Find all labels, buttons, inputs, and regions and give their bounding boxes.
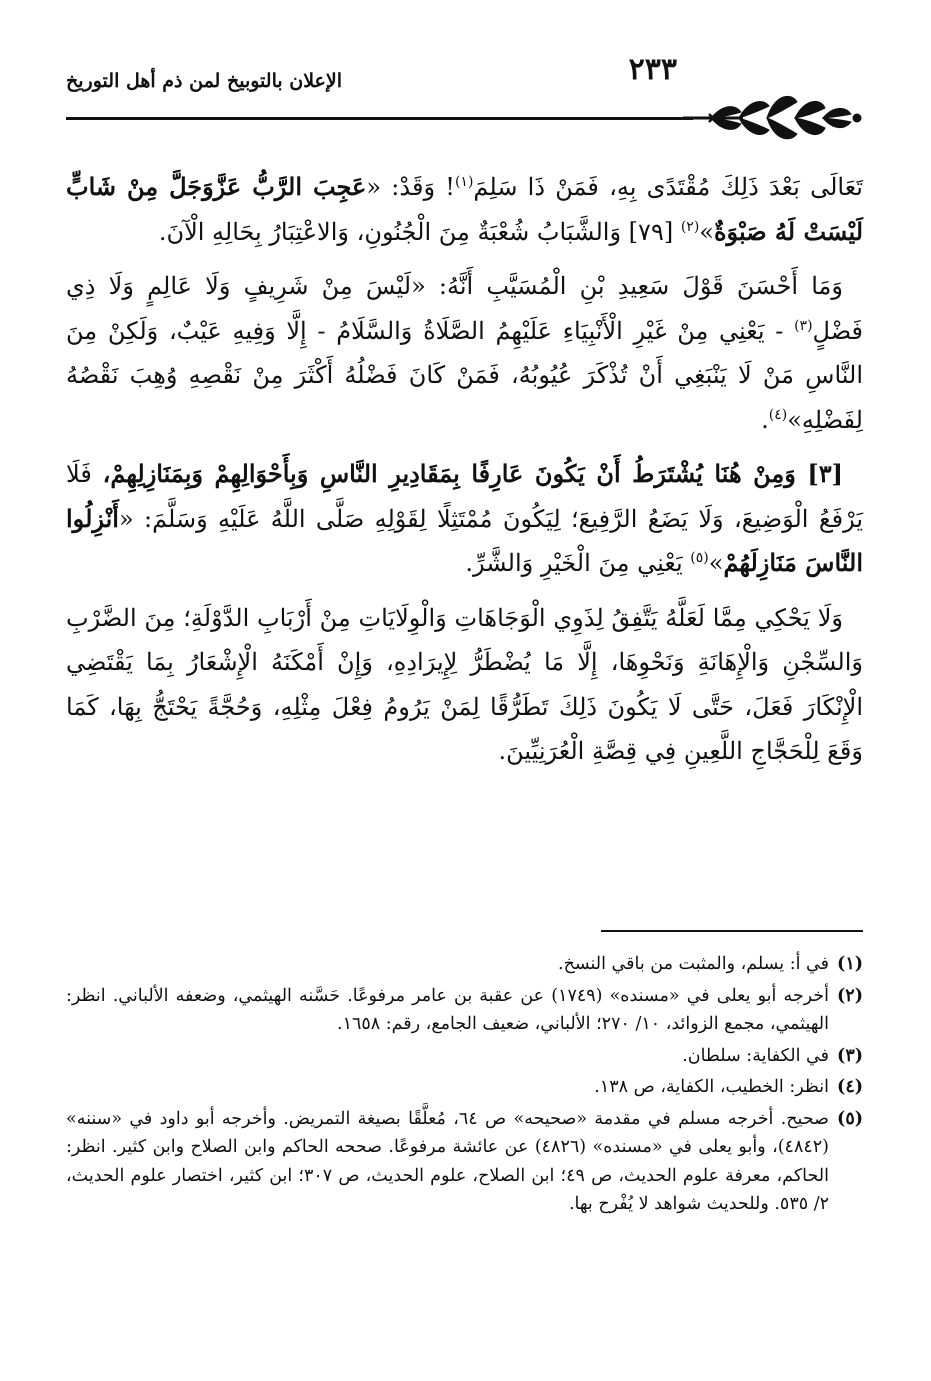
running-title: الإعلان بالتوبيخ لمن ذم أهل التوريخ [66,70,343,92]
paragraph-2 [66,264,863,442]
footnotes [66,950,863,1222]
footnote-ref-2[interactable]: (٢) [680,218,700,235]
footnote-number: (١) [837,954,863,974]
paragraph-text: - يَعْنِي مِنْ غَيْرِ الْأَنْبِيَاءِ عَلَيْهِمُ الصَّلَاةُ وَالسَّلَامُ - إِلَّا وَفِيهِ عَيْبٌ، وَلَكِنْ مِنَ النَّاسِ مَنْ لَا يَنْبَغِي أَنْ تُذْكَرَ عُيُوبُهُ، فَمَنْ كَانَ فَضْلُهُ أَكْثَرَ مِنْ نَقْصِهِ وُهِبَ نَقْصُهُ لِفَضْلِهِ» [66,316,863,434]
footnote-number: (٤) [837,1077,863,1097]
paragraph-text: وَمَا أَحْسَنَ قَوْلَ سَعِيدِ بْنِ الْمُسَيَّبِ أَنَّهُ: «لَيْسَ مِنْ شَرِيفٍ وَلَا عَالِمٍ وَلَا ذِي فَضْلٍ [66,272,863,345]
paragraph-text: » [699,217,714,246]
footnote-separator [601,930,863,932]
footnote-ref-1[interactable]: (١) [454,174,474,190]
hadith-quote: أَنْزِلُوا النَّاسَ مَنَازِلَهُمْ [66,503,863,577]
footnote-text: صحيح. أخرجه مسلم في مقدمة «صحيحه» ص ٦٤، مُعلَّقًا بصيغة التمريض. وأخرجه أبو داود في «سننه» (٤٨٤٢)، وأبو يعلى في «مسنده» (٤٨٢٦) عن عائشة مرفوعًا. صححه الحاكم وابن الصلاح وابن كثير. انظر: الحاكم، معرفة علوم الحديث، ص ٤٩؛ ابن الصلاح، علوم الحديث، ص ٣٠٧؛ ابن كثير، اختصار علوم الحديث، ٢/ ٥٣٥. وللحديث شواهد لا يُفْرح بها. [66,1108,829,1214]
footnote-text: انظر: الخطيب، الكفاية، ص ١٣٨. [594,1077,829,1097]
paragraph-text: [٧٩] وَالشَّبَابُ شُعْبَةٌ مِنَ الْجُنُونِ، وَالاعْتِبَارُ بِحَالِهِ الْآنَ. [158,217,681,246]
floral-ornament-icon [683,84,863,144]
hadith-quote: عَجِبَ الرَّبُّ عَزَّوَجَلَّ مِنْ شَابٍّ لَيْسَتْ لَهُ صَبْوَةٌ [66,172,863,246]
footnote-3 [66,1042,863,1071]
footnote-text: في أ: يسلم، والمثبت من باقي النسخ. [558,954,829,974]
footnote-ref-4[interactable]: (٤) [768,406,788,423]
paragraph-3 [66,452,863,586]
footnote-number: (٢) [837,985,863,1006]
paragraph-text: وَلَا يَحْكِي مِمَّا لَعَلَّهُ يَتَّفِقُ لِذَوِي الْوَجَاهَاتِ وَالْوِلَايَاتِ مِنْ أَرْبَابِ الدَّوْلَةِ؛ مِنَ الضَّرْبِ وَالسِّجْنِ وَالْإِهَانَةِ وَنَحْوِهَا، إِلَّا مَا يُضْطَرُّ لِإِيرَادِهِ، وَإِنْ أَمْكَنَهُ الْإِشْعَارُ بِمَا يَقْتَضِي الْإِنْكَارَ فَعَلَ، حَتَّى لَا يَكُونَ ذَلِكَ تَطَرُّقًا لِمَنْ يَرُومُ فِعْلَ مِثْلِهِ، وَحُجَّةً يَحْتَجُّ بِهَا، كَمَا وَقَعَ لِلْحَجَّاجِ اللَّعِينِ فِي قِصَّةِ الْعُرَنِيِّينَ. [66,603,863,765]
footnote-text: أخرجه أبو يعلى في «مسنده» (١٧٤٩) عن عقبة بن عامر مرفوعًا. حَسَّنه الهيثمي، وضعفه الألباني. انظر: الهيثمي، مجمع الزوائد، ١٠/ ٢٧٠؛ الألباني، ضعيف الجامع، رقم: ١٦٥٨. [66,985,829,1034]
main-text [66,165,863,784]
paragraph-text: ! وَقَدْ: « [366,173,455,201]
paragraph-text: تَعَالَى بَعْدَ ذَلِكَ مُقْتَدًى بِهِ، فَمَنْ ذَا سَلِمَ [473,173,863,201]
header-rule [66,117,693,120]
paragraph-4 [66,596,863,774]
footnote-ref-5[interactable]: (٥) [690,550,709,566]
paragraph-text: . [761,405,769,434]
footnote-2 [66,982,863,1039]
page-header [66,54,863,134]
paragraph-text: يَعْنِي مِنَ الْخَيْرِ وَالشَّرِّ. [465,549,691,577]
footnote-text: في الكفاية: سلطان. [682,1045,829,1066]
paragraph-text: فَلَا يَرْفَعُ الْوَضِيعَ، وَلَا يَضَعُ الرَّفِيعَ؛ لِيَكُونَ مُمْتَثِلًا لِقَوْلِهِ صَلَّى اللَّهُ عَلَيْهِ وَسَلَّمَ: « [66,460,863,533]
footnote-number: (٥) [837,1108,863,1129]
footnote-number: (٣) [837,1045,863,1066]
footnote-5 [66,1105,863,1219]
page-number: ٢٣٣ [628,52,677,87]
footnote-4 [66,1073,863,1102]
footnote-1 [66,950,863,979]
paragraph-1 [66,165,863,254]
paragraph-text: » [708,549,724,577]
section-lead: [٣] وَمِنْ هُنَا يُشْتَرَطُ أَنْ يَكُونَ عَارِفًا بِمَقَادِيرِ النَّاسِ وَبِأَحْوَالِهِمْ وَبِمَنَازِلِهِمْ، [102,459,844,488]
footnote-ref-3[interactable]: (٣) [794,317,813,334]
